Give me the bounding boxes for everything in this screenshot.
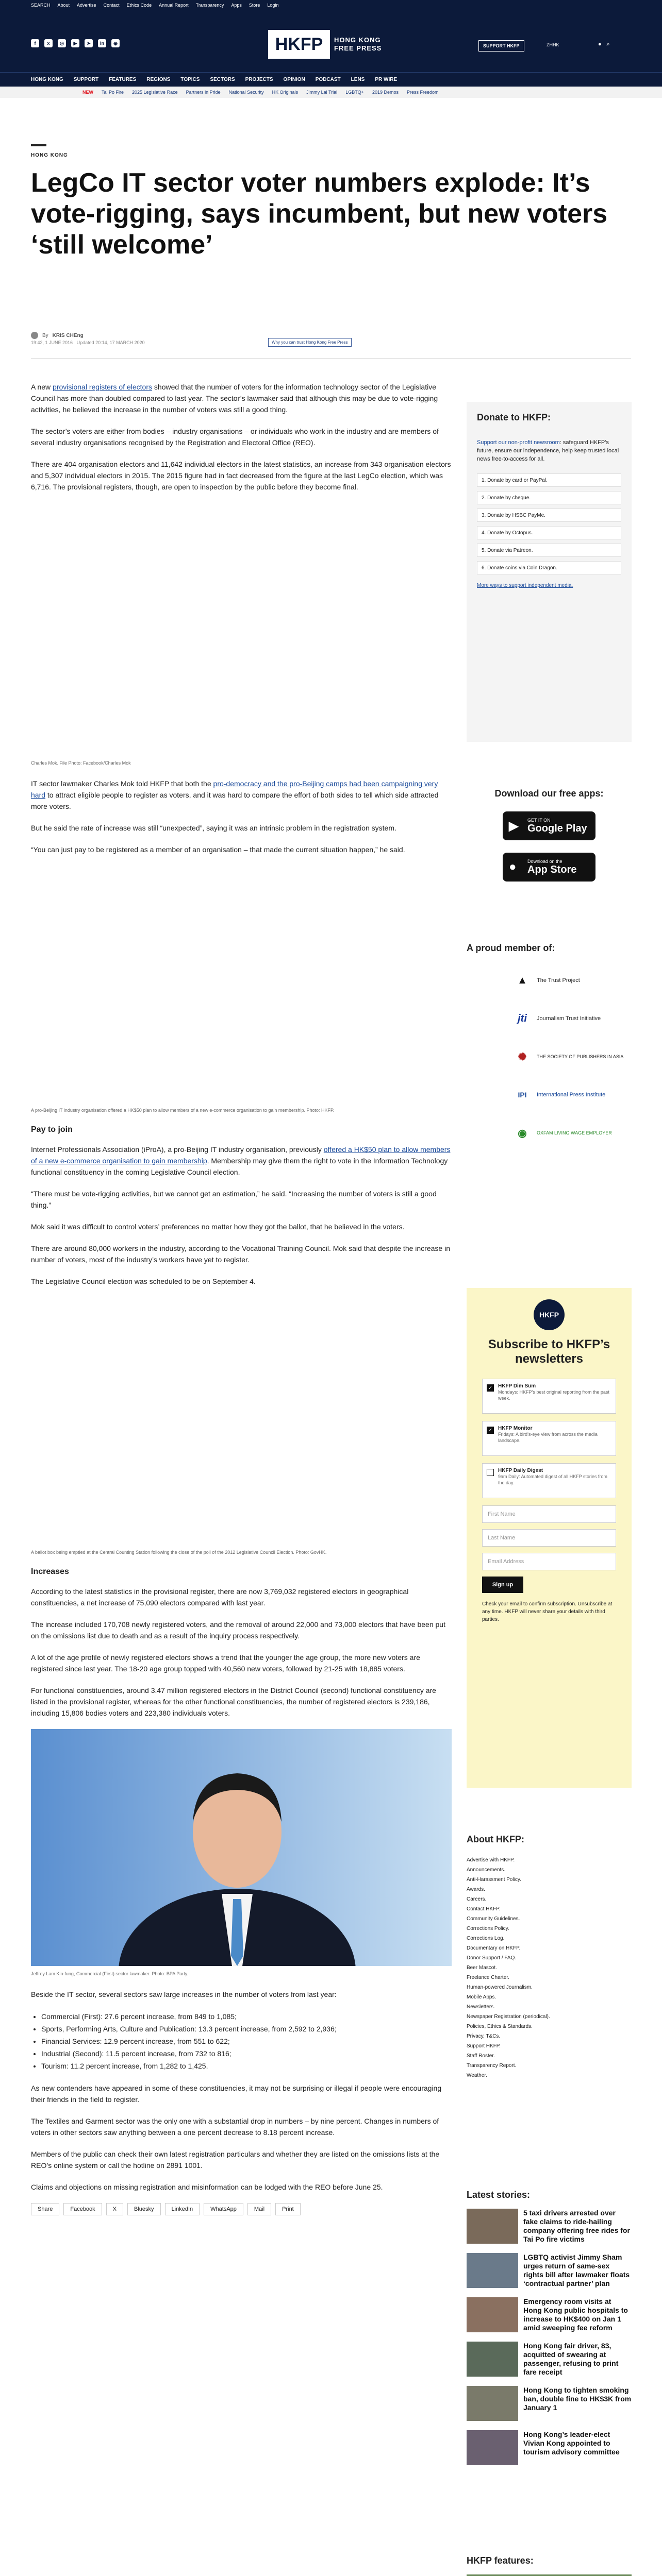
paragraph: The increase included 170,708 newly registered voters, and the removal of around 22,000 and 73,000 electors that have been put on the omissions list due to death and as a result of the inquiry process respectively.: [31, 1620, 445, 1640]
about-link[interactable]: Policies, Ethics & Standards.: [467, 2024, 533, 2029]
google-play-icon: ▶: [509, 819, 519, 833]
latest-box: [467, 2190, 632, 2475]
logo-mark: HKFP: [268, 30, 330, 59]
story-thumbnail[interactable]: [467, 2386, 518, 2421]
trending-item[interactable]: 2019 Demos: [372, 90, 399, 95]
paragraph: A new provisional registers of electors showed that the number of voters for the information technology sector of the Legislative Council has more than doubled compared to last year. The sector’s lawmaker said that although this may be due to vote-rigging activities, he believed the increase in the number of voters was still a good thing.: [31, 383, 438, 414]
logo-line1: HONG KONG: [334, 36, 381, 44]
about-link[interactable]: Corrections Policy.: [467, 1926, 509, 1931]
about-link[interactable]: Privacy, T&Cs.: [467, 2033, 501, 2039]
util-transparency[interactable]: Transparency: [195, 3, 224, 8]
share-mail-button[interactable]: Mail: [247, 2203, 271, 2215]
nav-lens[interactable]: LENS: [351, 77, 365, 82]
share-bar: [31, 2203, 452, 2215]
util-contact[interactable]: Contact: [103, 3, 120, 8]
apple-icon: ●: [509, 860, 517, 874]
donate-intro: Support our non-profit newsroom: safeguard HKFP’s future, ensure our independence, help keep trusted local news free-to-access for all.: [477, 439, 619, 462]
member-box: [467, 943, 632, 1155]
photo-jeffrey-lam-image: [31, 1729, 452, 1966]
apps-title: Download our free apps:: [494, 788, 604, 799]
nav-prwire[interactable]: PR WIRE: [375, 77, 398, 82]
paragraph: IT sector lawmaker Charles Mok told HKFP that both the pro-democracy and the pro-Beijing camps had been campaigning very hard to attract eligible people to register as voters, and it was hard to compare the effort of both sides to tell which side attracted more voters.: [31, 779, 439, 810]
latest-story[interactable]: [467, 2209, 632, 2246]
youtube-icon[interactable]: ▶: [71, 39, 79, 47]
ipi-icon: IPI: [518, 1091, 527, 1099]
paragraph: The Legislative Council election was scheduled to be on September 4.: [31, 1277, 256, 1285]
paragraph: But he said the rate of increase was still “unexpected”, saying it was an intrinsic problem in the registration system.: [31, 824, 396, 832]
subheading-increases: Increases: [31, 1567, 69, 1576]
photo-charles-mok: [31, 529, 452, 766]
paragraph: Mok said it was difficult to control voters’ preferences no matter how they got the ballot, that he believed in the voters.: [31, 1223, 405, 1231]
language-switch[interactable]: ZHHK: [547, 42, 559, 47]
checkbox-checked-icon[interactable]: ✓: [487, 1427, 494, 1434]
nav-opinion[interactable]: OPINION: [283, 77, 305, 82]
features-box: [467, 2555, 632, 2576]
about-box: [467, 1834, 632, 2080]
photo-ballot-box: [31, 1297, 452, 1555]
author-name[interactable]: KRIS CHEng: [52, 332, 84, 338]
main-nav: [0, 72, 662, 87]
list-item: • Industrial (Second): 11.5 percent increase, from 732 to 816;: [41, 2047, 452, 2060]
instagram-icon[interactable]: ◎: [58, 39, 66, 47]
trending-label: NEW: [82, 90, 93, 95]
paragraph: As new contenders have appeared in some of these constituencies, it may not be surprising or illegal if people were encouraging their friends in the field to register.: [31, 2084, 442, 2104]
about-link[interactable]: Anti-Harassment Policy.: [467, 1877, 521, 1883]
util-store[interactable]: Store: [249, 3, 260, 8]
google-play-badge[interactable]: ▶ GET IT ON Google Play: [503, 811, 595, 840]
rss-icon[interactable]: ◉: [111, 39, 120, 47]
trending-item[interactable]: Partners in Pride: [186, 90, 221, 95]
donate-intro-link[interactable]: Support our non-profit newsroom: [477, 439, 560, 446]
newsletter-box: [467, 1288, 632, 1788]
article-kicker[interactable]: HONG KONG: [31, 152, 68, 158]
jti-icon: jti: [518, 1012, 527, 1024]
paragraph: For functional constituencies, around 3.47 million registered electors in the District Council (second) functional constituency are listed in the provisional register, whereas for the other functional constituencies, the number of registered electors is 239,186, including 15,806 bodies voters and 223,380 individuals voters.: [31, 1686, 436, 1717]
linkedin-icon[interactable]: in: [98, 39, 106, 47]
divider: [31, 358, 631, 359]
story-thumbnail[interactable]: [467, 2253, 518, 2288]
about-link[interactable]: Weather.: [467, 2073, 487, 2078]
photo-ballot-box-image: [31, 1297, 452, 1545]
trending-item[interactable]: National Security: [228, 90, 264, 95]
member-org[interactable]: ✺ THE SOCIETY OF PUBLISHERS IN ASIA: [467, 1040, 632, 1073]
story-headline[interactable]: Hong Kong to tighten smoking ban, double fine to HK$3K from January 1: [523, 2386, 632, 2412]
donate-title: Donate to HKFP:: [477, 412, 551, 422]
about-link[interactable]: Staff Roster.: [467, 2053, 495, 2059]
donate-option[interactable]: 4. Donate by Octopus.: [477, 526, 621, 539]
about-link[interactable]: Advertise with HKFP.: [467, 1857, 515, 1863]
story-headline[interactable]: Hong Kong’s leader-elect Vivian Kong appointed to tourism advisory committee: [523, 2430, 620, 2456]
last-name-field[interactable]: Last Name: [482, 1529, 616, 1547]
publish-date: 19:42, 1 JUNE 2016: [31, 340, 73, 345]
trust-link[interactable]: Why you can trust Hong Kong Free Press: [268, 338, 352, 347]
share-whatsapp-button[interactable]: WhatsApp: [204, 2203, 243, 2215]
trending-item[interactable]: 2025 Legislative Race: [132, 90, 178, 95]
nav-projects[interactable]: PROJECTS: [245, 77, 273, 82]
newsletter-title: Subscribe to HKFP’s newsletters: [488, 1337, 610, 1366]
share-x-button[interactable]: X: [106, 2203, 123, 2215]
about-link[interactable]: Community Guidelines.: [467, 1916, 520, 1922]
story-headline[interactable]: Hong Kong fair driver, 83, acquitted of swearing at passenger, refusing to print fare receipt: [523, 2342, 619, 2376]
latest-list: [467, 2209, 632, 2467]
newsletter-option-dimsum[interactable]: ✓ HKFP Dim Sum Mondays: HKFP’s best original reporting from the past week.: [482, 1379, 616, 1414]
photo-caption: Charles Mok. File Photo: Facebook/Charles Mok: [31, 760, 131, 766]
photo-charles-mok-image: [31, 529, 452, 755]
signup-button[interactable]: Sign up: [482, 1577, 523, 1593]
article-header: [31, 144, 631, 260]
nav-podcast[interactable]: PODCAST: [315, 77, 341, 82]
trending-item[interactable]: HK Originals: [272, 90, 299, 95]
checkbox-unchecked-icon[interactable]: [487, 1469, 494, 1476]
util-apps[interactable]: Apps: [231, 3, 242, 8]
paragraph: “There must be vote-rigging activities, but we cannot get an estimation,” he said. “Increasing the number of voters is still a good thing.”: [31, 1190, 437, 1209]
paragraph: The Textiles and Garment sector was the only one with a substantial drop in numbers – by nine percent. Changes in numbers of voters in other sectors saw anything between a one percent decrease to 8.18 percent increase.: [31, 2117, 439, 2137]
account-icon[interactable]: ●: [598, 41, 602, 47]
story-thumbnail[interactable]: [467, 2209, 518, 2244]
about-link[interactable]: Documentary on HKFP.: [467, 1945, 521, 1951]
util-ethics[interactable]: Ethics Code: [126, 3, 152, 8]
photo-jeffrey-lam: [31, 1729, 452, 1976]
about-link[interactable]: Corrections Log.: [467, 1936, 505, 1941]
share-label: Share: [31, 2203, 59, 2215]
brand-row: [0, 10, 662, 72]
photo-iproa-image: [31, 866, 452, 1103]
story-thumbnail[interactable]: [467, 2297, 518, 2332]
latest-story[interactable]: [467, 2297, 632, 2334]
nav-topics[interactable]: TOPICS: [180, 77, 200, 82]
telegram-icon[interactable]: ➤: [85, 39, 93, 47]
photo-caption: A pro-Beijing IT industry organisation offered a HK$50 plan to allow members of a new e-commerce organisation to gain membership. Photo: HKFP.: [31, 1108, 335, 1113]
campaign-link[interactable]: pro-democracy and the pro-Beijing camps had been campaigning very hard: [31, 779, 438, 799]
trending-item[interactable]: Tai Po Fire: [102, 90, 124, 95]
about-link[interactable]: Support HKFP.: [467, 2043, 501, 2049]
photo-caption: A ballot box being emptied at the Central Counting Station following the close of the poll of the 2012 Legislative Council Election. Photo: GovHK.: [31, 1550, 327, 1555]
more-ways-link[interactable]: More ways to support independent media.: [477, 583, 573, 588]
member-org[interactable]: jti Journalism Trust Initiative: [467, 1002, 632, 1035]
logo-line2: FREE PRESS: [334, 44, 382, 52]
newsletter-fineprint: Check your email to confirm subscription. Unsubscribe at any time. HKFP will never share your details with third parties.: [482, 1601, 613, 1622]
app-store-badge[interactable]: ● Download on the App Store: [503, 853, 595, 882]
logo-text: [334, 36, 382, 53]
article-dates: [31, 340, 145, 345]
sector-increase-list: [41, 2010, 452, 2072]
about-list: [467, 1855, 632, 2080]
list-item: • Sports, Performing Arts, Culture and Publication: 13.3 percent increase, from 2,592 to 2,936;: [41, 2023, 452, 2035]
email-field[interactable]: Email Address: [482, 1553, 616, 1570]
latest-title: Latest stories:: [467, 2190, 531, 2200]
nav-hongkong[interactable]: HONG KONG: [31, 77, 63, 82]
util-login[interactable]: Login: [267, 3, 279, 8]
story-headline[interactable]: Emergency room visits at Hong Kong public hospitals to increase to HK$400 on Jan 1 amid sweeping fee reform: [523, 2297, 628, 2332]
latest-story[interactable]: [467, 2253, 632, 2290]
member-org[interactable]: ▲ The Trust Project: [467, 964, 632, 997]
story-headline[interactable]: LGBTQ activist Jimmy Sham urges return of same-sex rights bill after lawmaker floats ‘contractual partner’ plan: [523, 2253, 630, 2287]
latest-story[interactable]: [467, 2386, 632, 2423]
trending-item[interactable]: Jimmy Lai Trial: [306, 90, 338, 95]
about-link[interactable]: Mobile Apps.: [467, 1994, 496, 2000]
paragraph: A lot of the age profile of newly registered electors shows a trend that the younger the age group, the more new voters are registered since last year. The 18-20 age group topped with 40,560 new voters, followed by 21-25 with 18,885 voters.: [31, 1653, 420, 1673]
nav-features[interactable]: FEATURES: [109, 77, 137, 82]
about-link[interactable]: Contact HKFP.: [467, 1906, 501, 1912]
util-annual[interactable]: Annual Report: [159, 3, 189, 8]
registers-link[interactable]: provisional registers of electors: [53, 383, 153, 391]
about-link[interactable]: Newsletters.: [467, 2004, 495, 2010]
share-print-button[interactable]: Print: [275, 2203, 301, 2215]
story-thumbnail[interactable]: [467, 2430, 518, 2465]
article-title: LegCo IT sector voter numbers explode: It’s vote-rigging, says incumbent, but new voters ‘still welcome’: [31, 168, 608, 260]
share-linkedin-button[interactable]: LinkedIn: [165, 2203, 200, 2215]
nav-regions[interactable]: REGIONS: [146, 77, 171, 82]
story-headline[interactable]: 5 taxi drivers arrested over fake claims to ride-hailing company offering free rides for Tai Po fire victims: [523, 2209, 630, 2243]
donate-option[interactable]: 5. Donate via Patreon.: [477, 544, 621, 557]
about-link[interactable]: Transparency Report.: [467, 2063, 517, 2069]
about-link[interactable]: Beer Mascot.: [467, 1965, 497, 1971]
paragraph: According to the latest statistics in the provisional register, there are now 3,769,032 registered electors in geographical constituencies, a net increase of 75,090 electors compared with last year.: [31, 1587, 409, 1607]
kicker-rule: [31, 144, 46, 146]
avatar: [31, 332, 38, 339]
trust-project-icon: ▲: [517, 974, 527, 986]
about-link[interactable]: Human-powered Journalism.: [467, 1985, 533, 1990]
member-org[interactable]: ◉ OXFAM LIVING WAGE EMPLOYER: [467, 1116, 632, 1149]
story-thumbnail[interactable]: [467, 2342, 518, 2377]
paragraph: The sector’s voters are either from bodies – industry organisations – or individuals who work in the industry and are members of several industry organisations recognised by the Registration and Electoral Office (REO).: [31, 427, 439, 447]
util-advertise[interactable]: Advertise: [77, 3, 96, 8]
paragraph: Claims and objections on missing registration and misinformation can be lodged with the REO before June 25.: [31, 2183, 383, 2191]
donate-option[interactable]: 6. Donate coins via Coin Dragon.: [477, 561, 621, 574]
about-link[interactable]: Freelance Charter.: [467, 1975, 509, 1980]
donate-option[interactable]: 2. Donate by cheque.: [477, 491, 621, 504]
nav-sectors[interactable]: SECTORS: [210, 77, 235, 82]
paragraph: Members of the public can check their own latest registration particulars and whether they are listed on the omissions lists at the REO’s online system or call the hotline on 2891 1001.: [31, 2150, 440, 2170]
donate-option[interactable]: 1. Donate by card or PayPal.: [477, 473, 621, 487]
nav-support[interactable]: SUPPORT: [73, 77, 99, 82]
paragraph: There are 404 organisation electors and 11,642 individual electors in the latest statistics, an increase from 343 organisation electors and 5,307 individual electors in 2015. The 2015 figure had in fact decreased from the figure at the last LegCo election, which was 6,716. The provisional registers, though, are open to inspection by the public before they become final.: [31, 460, 451, 491]
first-name-field[interactable]: First Name: [482, 1505, 616, 1523]
newsletter-option-monitor[interactable]: ✓ HKFP Monitor Fridays: A bird’s-eye view from across the media landscape.: [482, 1421, 616, 1456]
subheading-pay-to-join: Pay to join: [31, 1125, 73, 1134]
hk50-plan-link[interactable]: offered a HK$50 plan to allow members of a new e-commerce organisation to gain membership: [31, 1145, 451, 1165]
share-facebook-button[interactable]: Facebook: [63, 2203, 102, 2215]
paragraph: Beside the IT sector, several sectors saw large increases in the number of voters from last year:: [31, 1990, 337, 1998]
sopa-icon: ✺: [518, 1051, 527, 1063]
paragraph: “You can just pay to be registered as a member of an organisation – that made the current situation happen,” he said.: [31, 845, 405, 854]
latest-story[interactable]: [467, 2430, 632, 2467]
facebook-icon[interactable]: f: [31, 39, 39, 47]
features-title: HKFP features:: [467, 2555, 534, 2566]
paragraph: There are around 80,000 workers in the industry, according to the Vocational Training Council. Mok said that despite the increase in number of voters, most of the industry’s workers have yet to register.: [31, 1244, 450, 1264]
site-logo[interactable]: [268, 30, 382, 59]
about-link[interactable]: Awards.: [467, 1887, 485, 1892]
trending-bar: [0, 87, 662, 98]
utility-bar: [0, 0, 662, 10]
util-about[interactable]: About: [57, 3, 70, 8]
about-link[interactable]: Newspaper Registration (periodical).: [467, 2014, 550, 2020]
latest-story[interactable]: [467, 2342, 632, 2379]
donate-option[interactable]: 3. Donate by HSBC PayMe.: [477, 509, 621, 522]
member-title: A proud member of:: [467, 943, 555, 953]
paragraph: Internet Professionals Association (iProA), a pro-Beijing IT industry organisation, previously offered a HK$50 plan to allow members of a new e-commerce organisation to gain membership. Membership may give them the right to vote in the Information Technology functional constituency in the coming Legislative Council election.: [31, 1145, 451, 1176]
x-icon[interactable]: x: [44, 39, 53, 47]
photo-iproa: [31, 866, 452, 1113]
apps-box: [467, 788, 632, 894]
about-title: About HKFP:: [467, 1834, 524, 1844]
about-link[interactable]: Donor Support / FAQ.: [467, 1955, 517, 1961]
donate-box: [467, 402, 632, 742]
support-button[interactable]: SUPPORT HKFP: [478, 40, 524, 52]
photo-caption: Jeffrey Lam Kin-fung, Commercial (First) sector lawmaker. Photo: BPA Party.: [31, 1971, 189, 1976]
social-icons: [31, 39, 120, 47]
about-link[interactable]: Announcements.: [467, 1867, 506, 1873]
newsletter-logo: HKFP: [534, 1299, 565, 1330]
trending-item[interactable]: LGBTQ+: [345, 90, 364, 95]
util-search[interactable]: SEARCH: [31, 3, 51, 8]
updated-date: Updated 20:14, 17 MARCH 2020: [76, 340, 145, 345]
oxfam-icon: ◉: [518, 1127, 527, 1139]
checkbox-checked-icon[interactable]: ✓: [487, 1384, 494, 1392]
member-org[interactable]: IPI International Press Institute: [467, 1078, 632, 1111]
list-item: • Tourism: 11.2 percent increase, from 1,282 to 1,425.: [41, 2060, 452, 2072]
newsletter-option-digest[interactable]: HKFP Daily Digest 9am Daily: Automated digest of all HKFP stories from the day.: [482, 1463, 616, 1498]
list-item: • Financial Services: 12.9 percent increase, from 551 to 622;: [41, 2035, 452, 2047]
search-icon[interactable]: ⌕: [606, 41, 610, 47]
trending-item[interactable]: Press Freedom: [406, 90, 439, 95]
about-link[interactable]: Careers.: [467, 1896, 487, 1902]
list-item: • Commercial (First): 27.6 percent increase, from 849 to 1,085;: [41, 2010, 452, 2023]
header-icons: [598, 41, 610, 48]
byline: By KRIS CHEng: [31, 332, 84, 339]
article-body: [31, 381, 452, 2215]
share-bluesky-button[interactable]: Bluesky: [127, 2203, 161, 2215]
